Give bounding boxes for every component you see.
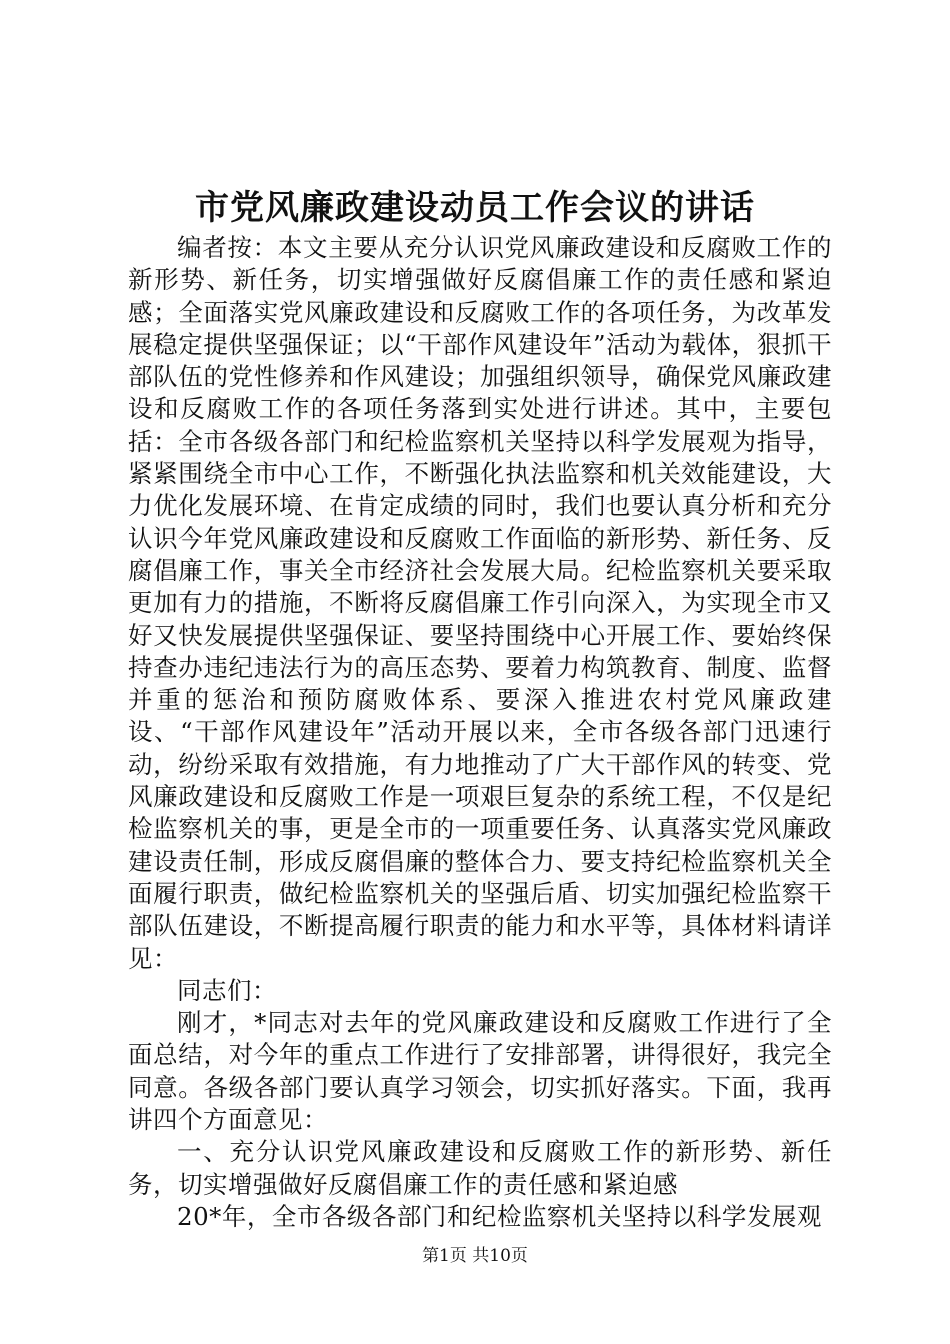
salutation-paragraph: 同志们： xyxy=(177,975,277,1005)
editor-note-paragraph: 编者按：本文主要从充分认识党风廉政建设和反腐败工作的新形势、新任务，切实增强做好反腐倡廉工作的责任感和紧迫感；全面落实党风廉政建设和反腐败工作的各项任务，为改革发展稳定提供坚强保证；以“干部作风建设年”活动为载体，狠抓干部队伍的党性修养和作风建设；加强组织领导，确保党风廉政建设和反腐败工作的各项任务落到实处进行讲述。其中，主要包括：全市各级各部门和纪检监察机关坚持以科学发展观为指导，紧紧围绕全市中心工作，不断强化执法监察和机关效能建设，大力优化发展环境、在肯定成绩的同时，我们也要认真分析和充分认识今年党风廉政建设和反腐败工作面临的新形势、新任务、反腐倡廉工作，事关全市经济社会发展大局。纪检监察机关要采取更加有力的措施，不断将反腐倡廉工作引向深入，为实现全市又好又快发展提供坚强保证、要坚持围绕中心开展工作、要始终保持查办违纪违法行为的高压态势、要着力构筑教育、制度、监督并重的惩治和预防腐败体系、要深入推进农村党风廉政建设、“干部作风建设年”活动开展以来，全市各级各部门迅速行动，纷纷采取有效措施，有力地推动了广大干部作风的转变、党风廉政建设和反腐败工作是一项艰巨复杂的系统工程，不仅是纪检监察机关的事，更是全市的一项重要任务、认真落实党风廉政建设责任制，形成反腐倡廉的整体合力、要支持纪检监察机关全面履行职责，做纪检监察机关的坚强后盾、切实加强纪检监察干部队伍建设，不断提高履行职责的能力和水平等，具体材料请详见： xyxy=(128,233,832,973)
page-number-footer: 第1页 共10页 xyxy=(422,1246,528,1266)
section-1-paragraph: 20*年，全市各级各部门和纪检监察机关坚持以科学发展观 xyxy=(177,1201,822,1231)
opening-paragraph: 刚才，*同志对去年的党风廉政建设和反腐败工作进行了全面总结，对今年的重点工作进行了安排部署，讲得很好，我完全同意。各级各部门要认真学习领会，切实抓好落实。下面，我再讲四个方面意见： xyxy=(128,1008,832,1135)
document-title: 市党风廉政建设动员工作会议的讲话 xyxy=(195,188,755,228)
section-heading-1: 一、充分认识党风廉政建设和反腐败工作的新形势、新任务，切实增强做好反腐倡廉工作的责任感和紧迫感 xyxy=(128,1137,832,1199)
document-body xyxy=(128,232,832,1233)
